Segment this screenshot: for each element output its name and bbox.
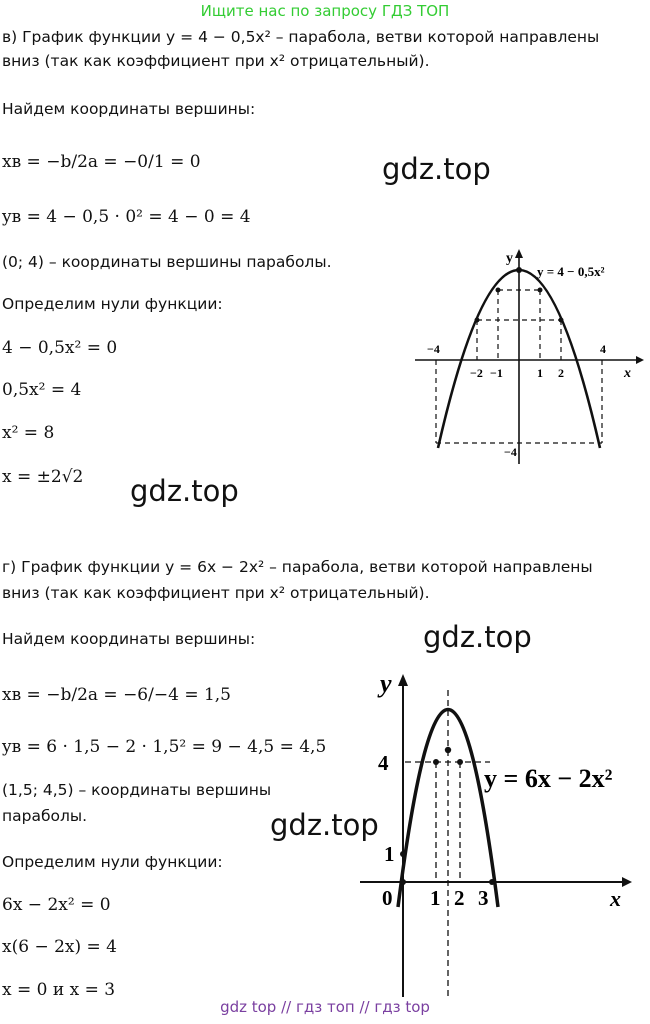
graph-point	[496, 288, 501, 293]
x-axis-label: x	[610, 886, 621, 911]
part-g-eq2: x(6 − 2x) = 4	[2, 937, 117, 957]
graph-point	[538, 288, 543, 293]
tick-label: −1	[490, 366, 503, 380]
part-v-graph	[410, 240, 645, 465]
part-g-intro-line2: вниз (так как коэффициент при x² отрицательный).	[2, 584, 430, 602]
x-axis-arrow	[622, 877, 632, 887]
part-g-eq1: 6x − 2x² = 0	[2, 895, 111, 915]
graph-point	[433, 759, 439, 765]
y-axis-arrow	[398, 674, 408, 686]
tick-label: −2	[470, 366, 483, 380]
part-g-xv: xв = −b/2a = −6/−4 = 1,5	[2, 685, 232, 705]
part-g-vertex-heading: Найдем координаты вершины:	[2, 630, 256, 648]
part-g-vertex-result-line2: параболы.	[2, 807, 88, 825]
graph-point	[457, 759, 463, 765]
part-v-eq4: x = ±2√2	[2, 467, 84, 487]
watermark: gdz.top	[423, 620, 532, 654]
part-v-zeros-heading: Определим нули функции:	[2, 295, 223, 313]
part-g-zeros-heading: Определим нули функции:	[2, 853, 223, 871]
watermark: gdz.top	[130, 474, 239, 508]
part-g-yv: yв = 6 · 1,5 − 2 · 1,5² = 9 − 4,5 = 4,5	[2, 737, 327, 757]
tick-label: 1	[430, 886, 441, 910]
tick-label: 1	[384, 842, 395, 866]
tick-label: 4	[378, 751, 389, 775]
graph-point	[475, 318, 480, 323]
y-axis-label: y	[506, 251, 513, 266]
tick-label: 4	[600, 342, 606, 356]
part-v-eq2: 0,5x² = 4	[2, 380, 82, 400]
part-v-intro-line1: в) График функции y = 4 − 0,5x² – парабола, ветви которой направлены	[2, 28, 600, 46]
graph-point	[400, 879, 406, 885]
part-v-eq1: 4 − 0,5x² = 0	[2, 338, 118, 358]
vertex-point	[445, 747, 451, 753]
tick-label: 0	[382, 886, 393, 910]
graph-point	[400, 851, 406, 857]
vertex-point	[516, 267, 522, 273]
tick-label: −4	[427, 342, 440, 356]
footer-links[interactable]: gdz top // гдз топ // гдз top	[220, 998, 430, 1016]
x-axis-arrow	[636, 356, 644, 364]
part-g-vertex-result-line1: (1,5; 4,5) – координаты вершины	[2, 781, 272, 799]
x-axis-label: x	[624, 366, 631, 381]
part-v-eq3: x² = 8	[2, 423, 55, 443]
part-g-eq3: x = 0 и x = 3	[2, 980, 116, 1000]
function-label: y = 4 − 0,5x²	[537, 264, 605, 279]
y-axis-arrow	[515, 249, 523, 258]
tick-label: 2	[558, 366, 564, 380]
graph-point	[489, 879, 495, 885]
part-g-graph	[360, 662, 645, 1002]
tick-label: 1	[537, 366, 543, 380]
watermark: gdz.top	[382, 152, 491, 186]
parabola-curve	[398, 710, 498, 908]
part-v-intro-line2: вниз (так как коэффициент при x² отрицательный).	[2, 52, 430, 70]
part-v-xv: xв = −b/2a = −0/1 = 0	[2, 152, 201, 172]
y-axis-label: y	[380, 669, 392, 698]
part-v-vertex-heading: Найдем координаты вершины:	[2, 100, 256, 118]
graph-point	[559, 318, 564, 323]
tick-label: −4	[504, 445, 517, 459]
tick-label: 2	[454, 886, 465, 910]
function-label: y = 6x − 2x²	[484, 764, 613, 793]
tick-label: 3	[478, 886, 489, 910]
part-v-yv: yв = 4 − 0,5 · 0² = 4 − 0 = 4	[2, 207, 251, 227]
promo-banner[interactable]: Ищите нас по запросу ГДЗ ТОП	[200, 2, 450, 20]
part-g-intro-line1: г) График функции y = 6x − 2x² – парабола, ветви которой направлены	[2, 558, 593, 576]
watermark: gdz.top	[270, 808, 379, 842]
part-v-vertex-result: (0; 4) – координаты вершины параболы.	[2, 253, 332, 271]
